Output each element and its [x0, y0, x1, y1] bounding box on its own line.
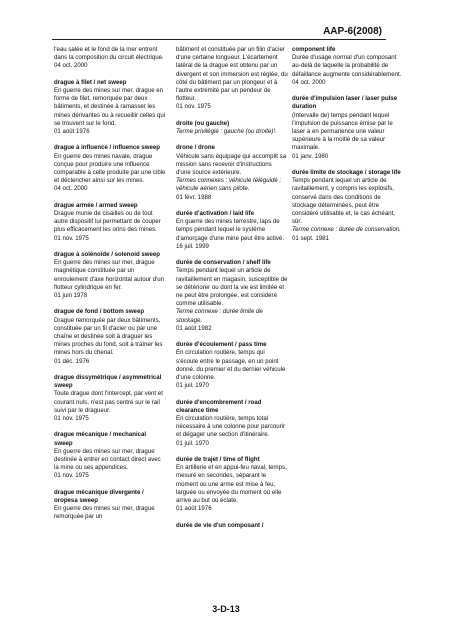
entry-text: En circulation routière, temps total nécessaire à une colonne pour parcourir et dégager une section d'itinéraire.	[176, 415, 286, 439]
entry-text: 01 août 1976	[176, 505, 212, 513]
entry-term: durée de vie d'un composant /	[176, 521, 264, 529]
entry-text: En guerre des mines navale, drague conçue pour produire une influence comparable à celle produite par une cible et déclencher ainsi sur les mines.	[54, 152, 166, 185]
entry-text: 16 juil. 1999	[176, 242, 209, 250]
entry-term: durée d'activation / laid life	[176, 210, 254, 218]
entry-text: 01 sept. 1981	[292, 234, 329, 242]
entry-text: En guerre des mines sur mer, drague magnétique constituée par un enroulement d'axe horizontal autour d'un flotteur cylindrique en fer.	[54, 259, 165, 291]
glossary-entry	[176, 456, 288, 513]
glossary-entry	[54, 308, 166, 365]
entry-term: drone / drone	[176, 144, 215, 152]
entry-text: 01 juil. 1970	[176, 382, 209, 390]
glossary-entry	[54, 374, 166, 423]
glossary-entry	[292, 95, 404, 161]
entry-text: Temps pendant lequel un article de ravitaillement, y compris les explosifs, conservé dans des conditions de stockage déterminées, peut être considéré utilisable et, le cas échéant, sûr.	[292, 177, 395, 226]
document-code: AAP-6(2008)	[323, 26, 382, 37]
header-rule	[52, 39, 386, 40]
entry-text: bâtiment et constituée par un filin d'acier d'une certaine longueur. L'écartement latéral de la drague est obtenu par un divergent et son immersion est réglée, du côté du bâtiment par un plongeur et à l'autre extrémité par un pendeur de flotteur.	[176, 46, 288, 103]
entry-text: 01 nov. 1975	[176, 103, 211, 111]
entry-term: drague dissymétrique / asymmetrical sweep	[54, 374, 162, 390]
entry-text: En artillerie et en appui-feu naval, temps, mesuré en secondes, séparant le moment où une arme est mise à feu, larguée ou envoyée du moment où elle arrive au but ou éclate.	[176, 464, 287, 505]
entry-term: drague mécanique divergente / oropesa sweep	[54, 488, 144, 505]
glossary-entry	[292, 46, 404, 87]
entry-text: l'eau salée et le fond de la mer entrent dans la composition du circuit électrique.	[54, 46, 164, 62]
page-header	[0, 26, 452, 40]
glossary-entry	[176, 522, 288, 530]
entry-text: 01 févr. 1988	[176, 193, 212, 201]
entry-text: 01 juin 1978	[54, 292, 88, 300]
glossary-entry	[176, 46, 288, 112]
entry-text: 01 août 1976	[54, 128, 90, 136]
entry-text: En circulation routière, temps qui s'écoule entre le passage, en un point donné, du premier et du dernier véhicule d'une colonne.	[176, 349, 286, 382]
entry-text: Drague remorquée par deux bâtiments, constituée par un fil d'acier ou par une chaîne et destinée soit à draguer les mines proches du fond, soit à traîner les mines hors du chenal.	[54, 316, 163, 357]
glossary-entry	[176, 341, 288, 390]
entry-term: drague à filet / net sweep	[54, 78, 127, 86]
entry-term: durée de trajet / time of flight	[176, 456, 260, 464]
entry-text: 01 déc. 1976	[54, 357, 90, 365]
entry-related-terms: Terme connexe : durée de conservation.	[292, 226, 401, 234]
entry-text: 01 juil. 1970	[176, 439, 209, 447]
entry-text: 04 oct. 2000	[292, 78, 326, 86]
entry-related-terms: Termes connexes : véhicule téléguidé ; véhicule aérien sans pilote.	[176, 177, 282, 193]
entry-text: En guerre des mines sur mer, drague destinée à entrer en contact direct avec la mine ou ses appendices.	[54, 447, 161, 472]
glossary-entry	[54, 489, 166, 522]
entry-text: En guerre des mines sur mer, drague remorquée par un	[54, 505, 155, 521]
entry-text: (Intervalle de) temps pendant lequel l'impulsion de puissance émise par le laser a en permanence une valeur supérieure à la moitié de sa valeur maximale.	[292, 111, 393, 152]
glossary-entry	[176, 259, 288, 333]
glossary-entry	[176, 210, 288, 251]
entry-term: drague à influence / influence sweep	[54, 144, 160, 152]
entry-related-terms: Terme connexe : durée limite de stockage.	[176, 308, 263, 324]
entry-text: 04 oct. 2000	[54, 62, 88, 70]
entry-text: 01 août 1982	[176, 324, 212, 332]
entry-term: drague de fond / bottom sweep	[54, 308, 145, 316]
entry-related-terms: Terme privilégié : gauche (ou droite)¹.	[176, 128, 278, 136]
entry-term: durée d'écoulement / pass time	[176, 341, 267, 349]
entry-term: drague mécanique / mechanical sweep	[54, 431, 147, 447]
text-column-2	[176, 46, 288, 538]
glossary-entry	[54, 202, 166, 243]
entry-term: drague à solénoïde / solenoid sweep	[54, 251, 160, 259]
glossary-entry	[176, 120, 288, 136]
entry-term: durée limite de stockage / storage life	[292, 169, 401, 177]
entry-text: En guerre des mines terrestre, laps de temps pendant lequel le système d'amorçage d'une mine peut être activé.	[176, 218, 285, 242]
entry-text: 01 nov. 1975	[54, 472, 89, 480]
entry-term: component life	[292, 46, 336, 53]
entry-term: durée d'encombrement / road clearance time	[176, 398, 262, 414]
entry-text: Toute drague dont l'intercept, par vent et courant nuls, n'est pas centré sur le rail suivi par le dragueur.	[54, 390, 163, 414]
entry-term: drague armée / armed sweep	[54, 201, 138, 209]
entry-term: durée de conservation / shelf life	[176, 259, 271, 267]
entry-text: 01 nov. 1975	[54, 234, 89, 242]
glossary-entry	[54, 79, 166, 136]
page-number: 3-D-13	[212, 604, 240, 614]
glossary-entry	[54, 251, 166, 300]
entry-text: En guerre des mines sur mer, drague en forme de filet, remorquée par deux bâtiments, et destinée à ramasser les mines dérivantes ou à recueillir celles qui se trouvent sur le fond.	[54, 87, 166, 127]
entry-text: Drague munie de cisailles ou de tout autre dispositif lui permettant de couper plus efficacement les orins des mines.	[54, 210, 161, 234]
text-column-3	[292, 46, 404, 251]
entry-text: Temps pendant lequel un article de ravitaillement en magasin, susceptible de se détériorer ou dont la vie est limitée et ne peut être prolongée, est considéré comme utilisable.	[176, 267, 288, 308]
glossary-entry	[54, 431, 166, 480]
entry-term: durée d'impulsion laser / laser pulse duration	[292, 95, 398, 111]
entry-text: 01 janv. 1980	[292, 152, 329, 160]
entry-text: 01 nov. 1975	[54, 415, 89, 423]
glossary-entry	[176, 144, 288, 201]
glossary-entry	[54, 144, 166, 193]
entry-text: Durée d'usage normal d'un composant au-delà de laquelle la probabilité de défaillance augmente considérablement.	[292, 54, 402, 78]
glossary-entry	[54, 46, 166, 71]
text-column-1	[54, 46, 166, 530]
glossary-entry	[292, 169, 404, 243]
glossary-entry	[176, 399, 288, 448]
entry-term: droite (ou gauche)	[176, 119, 230, 127]
entry-text: Véhicule sans équipage qui accomplit sa mission sans recevoir d'instructions d'une source extérieure.	[176, 152, 287, 177]
entry-text: 04 oct. 2000	[54, 185, 88, 193]
